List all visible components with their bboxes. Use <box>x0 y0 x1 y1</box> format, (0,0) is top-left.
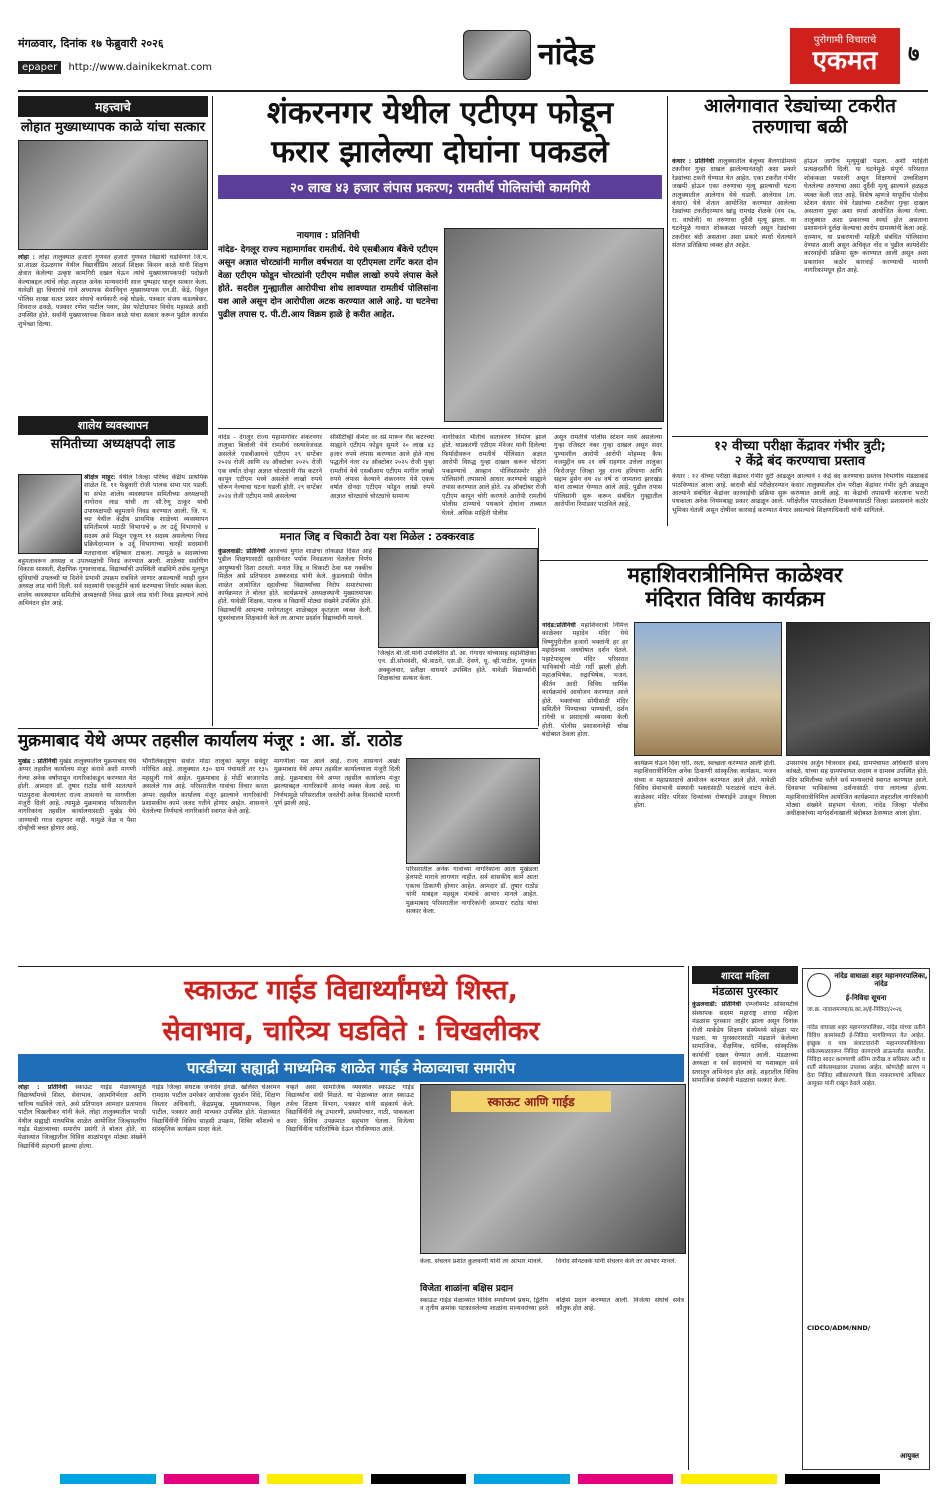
print-color-bar <box>60 1474 880 1484</box>
mukramabad-photo <box>406 758 540 864</box>
mukramabad-col3-extra <box>274 854 400 962</box>
scout-top-rule <box>18 966 684 967</box>
scout-photo-banner: स्काऊट आणि गाईड <box>451 1091 611 1112</box>
scout-sub-body: स्काऊट गाईड मेळाव्यात विविध स्पर्धांमध्ये प्रथम, द्वितीय व तृतीय क्रमांक पटकावलेल्या शाळांना मान्यवरांच्या हस्ते बक्षिसे प्रदान करण्यात आली. विजेत्या संघांचे सर्वत्र कौतुक होत आहे. <box>420 1297 684 1313</box>
lead-intro-box <box>218 228 438 424</box>
sharda-kicker: शारदा महिला <box>692 966 798 984</box>
scout-col1-wrap <box>18 1084 146 1468</box>
section-label: महत्त्वाचे <box>18 96 208 117</box>
thakkarwad-headline: मनात जिद्द व चिकाटी ठेवा यश मिळेल : ठक्करवाड <box>279 531 475 543</box>
lead-col4: असून रामतीर्थ पोलीस स्टेशन मध्ये असलेल्या गुन्हा रजिस्टर नंबर गुन्हा दाखल असून सदर पुण्याशील आरोपी आरोपी मोहम्मद कैफ नजमुद्दीन वय २१ वर्षे राहणार उत्तेला तालुका फिरोजपूर जिल्हा नूह राज्य हरियाणा आणि सद्दाम हुसेन वय २४ वर्ष रा जामतारा झारखंड यांना ताब्यात घेण्यात आले आहे. पुढील तपास पोलिसांनी सुरू करून संबंधित गुन्ह्यातील आरोपींना रिमांडवर पाठविले आहे. <box>554 434 662 509</box>
notice-emblem <box>807 973 831 997</box>
scout-col2: गाईड जिल्हा संघटक जनार्दन इंगळे. खलिस्त चेअरमन रामदास पाटील उमरेकर आयोजक सुदर्शन शिंदे, शिक्षण विस्तार अधिकारी, केंद्रप्रमुख, मुख्याध्यापक, विठ्ठल पाटील, पत्रकार आदी मान्यवर उपस्थित होते. मेळाव्यात विद्यार्थिनींनी विविध साहसी उपक्रम, शिबिर कौशल्ये व सांस्कृतिक कार्यक्रम सादर केले. <box>152 1084 280 1134</box>
lead-story <box>218 96 662 526</box>
mukramabad-col3: मागणीला यश आले आहे. राज्य शासनाने अखेर मुक्रमाबाद येथे अप्पर तहसील कार्यालयाला मंजुरी दिली आहे. मुक्रमाबाद येथे अप्पर तहसील कार्यालय मंजूर झाल्याबद्दल नागरिकांनी आनंद व्यक्त केला आहे. या निर्णयामुळे परिसरातील जनतेची अनेक दिवसांची मागणी पूर्ण झाली आहे. <box>274 758 400 808</box>
mahashivratri-dateline: नांदेड:प्रतिनिधी <box>542 622 576 629</box>
mukramabad-story <box>18 732 538 964</box>
notice-body: नांदेड वाघाळा शहर महानगरपालिका, नांदेड यांच्या वतीने विविध कामांसाठी ई-निविदा मागविण्यात येत आहेत. इच्छुक व पात्र कंत्राटदारांनी महानगरपालिकेच्या संकेतस्थळावरून निविदा कागदपत्रे डाऊनलोड करावीत. निविदा सादर करण्याची अंतिम तारीख व सविस्तर अटी व शर्ती संकेतस्थळावर उपलब्ध आहेत. कोणतेही कारण न देता निविदा स्वीकारण्याचे किंवा नाकारण्याचे अधिकार आयुक्त यांनी राखून ठेवले आहेत. <box>807 1025 925 1088</box>
story2-dateline: श्रीक्षेत्र माहूर: <box>84 474 116 481</box>
scout-col3: नव्हते असा सामाजिक व्यवस्थेत स्काऊट गाईड विद्यार्थ्यांना संधी मिळते. या मेळाव्यात आज स्काऊट तसेच शिक्षण विभाग, पत्रकार यांनी सहकार्य केले. विद्यार्थिनींनी तंबू उभारणी, प्रथमोपचार, गाठी, पाककला अशा विविध उपक्रमात सहभाग घेतला. विजेत्या विद्यार्थिनींना पारितोषिके देऊन गौरविण्यात आले. <box>286 1084 414 1134</box>
right-top-col1 <box>672 158 796 432</box>
edition-name: नांदेड <box>538 37 595 72</box>
story2-text: येथील जिल्हा परिषद केंद्रीय प्राथमिक शाळेत दि. ११ फेब्रुवारी रोजी पालक सभा पार पडली. या सभेत शालेय व्यवस्थापन समितीच्या अध्यक्षपदी नागोराव लाड यांची तर सौ.रेणू ठाकूर यांची उपाध्यक्षपदी बहुमताने निवड करण्यात आली. जि. प. च्या येथील केंद्रीय प्राथमिक शाळेच्या व्यवस्थापन समितीमध्ये मराठी विभागाचे ७ तर उर्दू विभागाचे ४ सदस्य असे मिळून एकूण ११ सदस्य असलेल्या निवड प्रक्रियेदरम्यान ७ उर्दू विभागाच्या चारही सदस्यांनी मतदानावर बहिष्कार टाकला. त्यामुळे ७ सदस्यांच्या बहुमतावरून अध्यक्ष व उपाध्यक्षांची निवड करण्यात आली. शाळेच्या सर्वांगीण विकास सास्वती, शैक्षणिक गुणवत्तावाढ, विद्यार्थ्यांची उपस्थिती वाढविणे तसेच मूलभूत सुविधांची उपलब्धी या दिशेने प्रभावी उपक्रम राबविले जाणार असल्याची ग्वाही नूतन अध्यक्ष लाड यांनी दिली. सर्व सदस्यांनी एकजुटीने कार्य करण्याचा निर्धार व्यक्त केला. शालेय व्यवस्थापन समितीचे अध्यक्षपदी निवड झाले लाड यांनी निवड झाल्याने त्यांचे अभिनंदन होत आहे. <box>18 474 208 608</box>
lead-byline: नायगाव : प्रतिनिधी <box>296 231 360 241</box>
story2-kicker: शालेय व्यवस्थापन <box>18 416 208 435</box>
lead-headline-1: शंकरनगर येथील एटीएम फोडून <box>266 95 614 131</box>
epaper-line <box>18 62 212 73</box>
brand-box <box>790 28 900 84</box>
right-top-rule <box>672 436 928 437</box>
mahashivratri-story <box>542 564 928 964</box>
notice-sign: आयुक्त <box>900 1452 919 1460</box>
lead-col2: सीसीटीव्ही कॅमेरा वर स्प्रे मारून गॅस कटरच्या साह्याने एटीएम फोडून सुमारे २० लाख ४३ हजार रुपये लंपास करण्यात आले होते याच पद्धतीने नंतर २४ ऑक्टोबर २०२५ रोजी पुन्हा रामतीर्थ येथे एसबीआय एटीएम मागील लाखो रुपये लंपास केल्याने शंकरनगर येथे एकच वर्षात दोनदा एटीएम फोडून लाखो रुपये आज्ञात चोरट्यांचे चोरट्यांचे सामान्य <box>330 434 434 500</box>
mukramabad-col1-text: मुखेड तालुक्यातील मुक्रमाबाद येथे अप्पर तहसील कार्यालय मंजूर करावे अशी मागणी गेल्या अनेक वर्षांपासून नागरिकांकडून करण्यात येत होती. आमदार डॉ. तुषार राठोड यांनी सातत्याने पाठपुरावा केल्यानंतर राज्य शासनाने या मागणीला मंजुरी दिली आहे. त्यामुळे मुक्रमाबाद परिसरातील नागरिकांना तहसील कार्यालयासाठी मुखेड येथे जाण्याची गरज राहणार नाही. यामुळे वेळ व पैसा दोन्हीची बचत होणार आहे. <box>18 758 136 833</box>
story2-title: समितीच्या अध्यक्षपदी लाड <box>50 436 176 452</box>
thakkarwad-story <box>218 532 536 726</box>
notice-ref: जा.क्र. नावाशमनपा/प्र.का.अ/ई-निविदा/२०२६ <box>807 1007 902 1014</box>
lead-col3: नागरिकांत भीतीचे वातावरण निर्माण झाले होते. याप्रकरणी एटीएम मॅनेजर यांनी दिलेल्या फिर्यादीवरून रामतीर्थ पोलिसात अज्ञात आरोपी विरुद्ध गुन्हा दाखल करून चोरांना पकडण्याचे आव्हान पोलिसांसमोर होते पोलिसांनी तपासाचे आधार करण्याचे साह्याने तपास करण्यात आले होते. २४ ऑक्टोबर रोजी एटीएम कापून चोरी करणारे आरोपी रामतीर्थ पोलीस ठाण्याचे पथकाने दोघांना ताब्यात घेतले. अधिक माहिती पोलीस <box>442 434 546 517</box>
sharda-title: मंडळास पुरस्कार <box>712 985 778 998</box>
mukramabad-col1 <box>18 758 136 962</box>
brand-tagline: पुरोगामी विचाराचे <box>813 35 877 46</box>
mahashivratri-headline-1: महाशिवरात्रीनिमित्त काळेश्वर <box>627 563 843 587</box>
page-number: ७ <box>908 42 920 67</box>
lead-mid-rule <box>218 428 662 429</box>
mahashivratri-col2: कार्यक्रम घेऊन दिवा घरी, रस्ता, स्वच्छता करण्यात आली होती. महाशिवरात्रीनिमित्त अनेक ठिकाणी सांस्कृतिक कार्यक्रम, भजन संध्या व महाप्रसादाचे आयोजन करण्यात आले होते. यावेळी विविध सेवाभावी संस्थांनी भक्तांसाठी फराळाचे वाटप केले. काळेश्वर मंदिर परिसर दिव्यांच्या रोषणाईने उजळून निघाला होता. <box>634 760 776 810</box>
scout-dateline: लोहा : प्रतिनिधी <box>18 1084 68 1091</box>
story1-body <box>18 254 208 412</box>
thakkarwad-text: आजच्या युगात शाळेचा तोकड्या दिसत आहे पुढील शिक्षणासाठी दहावीनंतर पर्याय निवडताना घेतलेला निर्णय आयुष्याची दिशा ठरवतो. मनात जिद्द व चिकाटी ठेवा यश नक्कीच मिळेल असे प्रतिपादन ठक्करवाड यांनी केले. कुंडलवाडी येथील शाळेत आयोजित दहावीच्या विद्यार्थ्यांच्या निरोप समारंभाच्या कार्यक्रमात ते बोलत होते. कार्यक्रमाचे अध्यक्षस्थानी मुख्याध्यापक होते. यावेळी शिक्षक, पालक व विद्यार्थी मोठ्या संख्येने उपस्थित होते. विद्यार्थ्यांनी आपल्या मनोगतातून शाळेबद्दल कृतज्ञता व्यक्त केली. सूत्रसंचालन शिक्षकांनी केले तर आभार प्रदर्शन विद्यार्थ्यांनी मानले. <box>218 548 372 623</box>
right-top-col1-wrap <box>672 158 796 432</box>
mahashivratri-col1-text: महाशिवरात्री निमित्त काळेश्वर महादेव मंदिर येथे विष्णुपुरीतील हजारो भक्तांनी हर हर महादेवच्या जयघोषात दर्शन घेतले. पहाटेपासूनच मंदिर परिसरात भाविकांची मोठी गर्दी झाली होती. महाअभिषेक, रुद्राभिषेक, भजन, कीर्तन आदी विविध धार्मिक कार्यक्रमांचे आयोजन करण्यात आले होते. भक्तांच्या सोयीसाठी मंदिर समितीने पिण्याच्या पाण्याची, दर्शन रांगेची व प्रसादाची व्यवस्था केली होती. पोलीस प्रशासनानेही चोख बंदोबस्त ठेवला होता. <box>542 622 628 739</box>
masthead-rule <box>18 90 928 92</box>
right-top-story <box>672 96 928 436</box>
brand-name: एकमत <box>812 46 878 76</box>
right-mid-headline-1: १२ वीच्या परीक्षा केंद्रावर गंभीर त्रुटी; <box>714 439 886 454</box>
mukramabad-top-rule <box>18 728 538 729</box>
mukramabad-col4: परिसरातील अनेक गावांच्या नागरिकांना आता मुखेडला हेलपाटे मारावे लागणार नाहीत. सर्व शासकीय कामे आता एकाच ठिकाणी होणार आहेत. आमदार डॉ. तुषार राठोड यांनी याबद्दल महसूल मंत्र्यांचे आभार मानले आहेत. मुक्रमाबाद परिसरातील नागरिकांनी आमदार राठोड यांचा सत्कार केला. <box>406 866 538 916</box>
issue-date: मंगळवार, दिनांक १७ फेब्रुवारी २०२६ <box>18 37 164 50</box>
shivling-photo <box>786 622 930 756</box>
lead-photo-arrested <box>444 228 664 422</box>
mahashivratri-col1 <box>542 622 628 960</box>
thakkarwad-photo <box>378 548 538 648</box>
thakkarwad-text-wrap <box>218 548 372 724</box>
notice-org: नांदेड वाघाळा शहर महानगरपालिका, नांदेड <box>834 972 928 988</box>
lead-headline-2: फरार झालेल्या दोघांना पकडले <box>271 133 609 170</box>
sharda-body: एम्प्लॉयमेंट सोसायटीचे संस्थापक सदस्य महाराष्ट्र शारदा महिला मंडळास पुरस्कार जाहीर झाला असून दिनांक रोजी मार्कंडेय शिक्षण संस्थेमध्ये सोहळा पार पडला. या पुरस्कारासाठी मंडळाने केलेल्या सामाजिक, शैक्षणिक, धार्मिक, सांस्कृतिक कार्याची दखल घेण्यात आली. मंडळाच्या अध्यक्षा व सर्व सदस्यांचे या यशाबद्दल सर्व स्तरातून अभिनंदन होत आहे. शहरातील विविध सामाजिक संस्थांनी मंडळाचा सत्कार केला. <box>692 1001 798 1084</box>
right-top-dateline: कंधार : प्रतिनिधी <box>672 158 715 165</box>
mukramabad-col1-wrap <box>18 758 136 962</box>
scout-col3-extra <box>286 1250 414 1468</box>
story1-dateline: लोहा : <box>18 253 36 261</box>
mid-vertical-divider <box>538 528 539 726</box>
right-mid-rule <box>540 560 928 561</box>
scout-sub-head: विजेता शाळांना बक्षिस प्रदान <box>420 1284 514 1294</box>
sharda-dateline: कुंडलवाडी: प्रतिनिधी <box>692 1001 742 1009</box>
story2-body <box>18 474 208 726</box>
mukramabad-col2: भौगोलिकदृष्ट्या सर्वात मोठा तालुका म्हणून सर्वदूर परिचित आहे. तालुक्यात १३० ग्राम पंचायती तर १३५ महसुली गावे आहेत. मुक्रमाबाद हे मोठी बाजारपेठ असलेले गाव आहे. परिसरातील गावांचा विचार करता अप्पर तहसील कार्यालय मंजूर झाल्याने नागरिकांची प्रशासकीय कामे जलद गतीने होणार आहेत. शासनाने घेतलेल्या निर्णयाचे नागरिकांनी स्वागत केले आहे. <box>142 758 268 816</box>
masthead-logo-image <box>463 30 531 80</box>
scout-headline-1: स्काऊट गाईड विद्यार्थ्यांमध्ये शिस्त, <box>184 975 518 1006</box>
lead-strap: २० लाख ४३ हजार लंपास प्रकरण; रामतीर्थ पोलिसांची कामगिरी <box>218 175 662 199</box>
website-link[interactable]: http://www.dainikekmat.com <box>68 62 212 73</box>
story1-photo <box>18 140 208 250</box>
mukramabad-dateline: मुखेड : प्रतिनिधी <box>18 758 58 765</box>
notice-code: CIDCO/ADM/NND/ <box>807 1324 871 1333</box>
scout-right-divider <box>688 966 689 1470</box>
mahashivratri-headline-2: मंदिरात विविध कार्यक्रम <box>645 586 825 611</box>
scout-headline-2: सेवाभाव, चारित्र्य घडविते : चिखलीकर <box>162 1016 540 1047</box>
scout-story <box>18 970 684 1470</box>
right-top-headline: आलेगावात रेड्यांच्या टकरीत तरुणाचा बळी <box>704 95 896 139</box>
thakkarwad-caption: जिल्हेत बी.जी.यांनी उपस्थितीत डॉ. आ. गंगाधर यांच्यासह सहशिक्षिका एन. डी.सोमवंशी, श्री.वाठगे, एस.डी. देवणे, यू. व्ही.पाटील, गुणवंत अक्कुलवार, प्रतीक्षा वाघमारे उपस्थित होते. यावेळी विद्यार्थ्यांनी शिक्षकांचा सत्कार केला. <box>378 650 536 683</box>
mid-story-top-rule <box>218 528 536 529</box>
mukramabad-headline: मुक्रमाबाद येथे अप्पर तहसील कार्यालय मंजूर : आ. डॉ. राठोड <box>18 731 403 751</box>
sharda-story <box>692 966 798 1470</box>
municipal-notice <box>802 968 930 1470</box>
right-mid-headline-2: २ केंद्रे बंद करण्याचा प्रस्ताव <box>734 453 866 469</box>
scout-strap: पारडीच्या सह्याद्री माध्यमिक शाळेत गाईड मेळाव्याचा समारोप <box>18 1054 684 1082</box>
thakkarwad-body <box>218 548 372 724</box>
thakkarwad-dateline: कुंडलवाडी: प्रतिनिधी <box>218 548 266 555</box>
scout-col4: केला. संचलन प्रशांत कुलकर्णी यांनी तर आभार मानले. <box>420 1258 543 1265</box>
story1-text: लोहा तालुक्यात हजारो गुणवंत हजारो गुणवंत विद्यार्थी घडविणारे जि.प. प्रा.शाळा देऊळगाव येथील विद्यार्थीप्रिय आदर्श शिक्षक किसन काळे यांनी शिक्षण क्षेत्रात केलेल्या उत्कृष्ट कामगिरी दखल घेऊन त्यांचे मुख्याध्यापकपदी पदोन्नती केल्याबद्दल त्यांचे लोहा शहरात अनेक मान्यवरांनी शाल पुष्पहार घालून सत्कार केला. यावेळी ह्या विचारांचे गावे अध्यापक सेवानिवृत्त मुख्याध्यापक एन.डी. केंद्रे, विठ्ठल पोलिस शाखा सतत प्रसार संघाचे कार्यकारी नव्हे घोडके, पत्रकार संजय कडलबेकर, शिवराज ढवळे, पत्रकार रणेश पाटील पवार, प्रेस फोटोग्राफर विनोद महाबळे आदी उपस्थित होते. सर्वांनी मुख्याध्यापक किसन काळे यांचा सत्कार करून पुढील कार्यास शुभेच्छा दिल्या. <box>18 253 208 328</box>
scout-col5: विनोद सोनटक्के यांनी संचलन केले तर आभार मानले. <box>556 1258 677 1265</box>
lead-intro: नांदेड- देगलूर राज्य महामार्गावर रामतीर्थ. येथे एसबीआय बँकेचे एटीएम असून अज्ञात चोरट्यांनी मागील वर्षभरात या एटीएमला टार्गेट करत दोन वेळा एटीएम फोडून चोरट्यांनी एटीएम मधील लाखो रुपये लंपास केले होते. सदरील गुन्ह्यातील आरोपीचा शोध लावण्यात रामतीर्थ पोलिसांना यश आले असून दोन आरोपीला अटक करण्यात आले आहे. या घटनेचा पुढील तपास ए. पी.टी.आय विक्रम हाळे हे करीत आहेत. <box>218 245 438 320</box>
mahashivratri-col3: उपसरपंच अर्जुन चित्ररवार हंबर्डे, ग्रामपंचायत अधिकारी संजय कांबळे, यांच्या सह ग्रामपंचायत सदस्य व ग्रामस्थ उपस्थित होते. मंदिर समितीच्या वतीने सर्व मान्यवरांचे स्वागत करण्यात आले. दिवसभर भाविकांच्या दर्शनासाठी रांगा लागल्या होत्या. महाशिवरात्रीनिमित्त आयोजित कार्यक्रमात शहरातील नागरिकांनी मोठ्या संख्येने सहभाग घेतला. नांदेड जिल्हा पोलीस अधीक्षकांच्या मार्गदर्शनाखाली बंदोबस्त ठेवण्यात आला होता. <box>786 760 928 818</box>
masthead <box>18 28 928 88</box>
scout-photo <box>420 1084 686 1254</box>
story1-title: लोहात मुख्याध्यापक काळे यांचा सत्कार <box>20 120 206 135</box>
sharda-body-wrap <box>692 1001 798 1471</box>
right-mid-story <box>672 440 928 558</box>
left-column-divider <box>212 96 213 726</box>
scout-col1 <box>18 1084 146 1468</box>
notice-sub: ई-निविदा सूचना <box>845 993 887 1002</box>
scout-col1-text: स्काऊट गाईड मेळाव्यामुळे विद्यार्थ्यांमध्ये शिस्त, सेवाभाव, आत्मनिर्भरता आणि चारित्र्य घडविले जाते, असे प्रतिपादन आमदार प्रतापराव पाटील चिखलीकर यांनी केले. लोहा तालुक्यातील पारडी येथील सह्याद्री माध्यमिक शाळेत आयोजित जिल्हास्तरीय गाईड मेळाव्याच्या समारोप प्रसंगी ते बोलत होते. या मेळाव्यात जिल्ह्यातील विविध शाळांमधून मोठ्या संख्येने विद्यार्थिनी सहभागी झाल्या होत्या. <box>18 1084 146 1150</box>
right-top-col1-text: तालुक्यातील बेलूच्या बैलगाडीमध्ये टकरीवर गुन्हा दाखल झालेल्यानंतरही अशा प्रकारे रेड्यांच्या टकरी घेण्यात येत आहेत. एका टकरीत गंभीर जखमी होऊन एका तरुणाचा मृत्यू झाल्याची घटना तालुक्यातील आलेगाव येथे घडली. आलेगाव (ता. कंधार) येथे शेतात आयोजित करण्यात आलेल्या रेड्यांच्या टकरीदरम्यान खांडू रामचंद्र शेळके (वय २७, रा. वाघोली) या तरुणाचा दुर्दैवी मृत्यू झाला. या घटनेमुळे गावात शोककळा पसरली असून रेड्यांच्या टकरीवर बंदी असताना अशा प्रकारे स्पर्धा घेतल्याने संतप्त प्रतिक्रिया व्यक्त होत आहेत. <box>672 158 796 250</box>
mahashivratri-col1-wrap <box>542 622 628 960</box>
epaper-label: epaper <box>18 61 61 74</box>
lead-divider <box>667 96 668 526</box>
lead-col1: नांदेड - देगलूर राज्य महामार्गावर शंकरनगर तालुका बिलोली येथे रामतीर्थ रस्त्यावेजवळ असलेले एसबीआयचे एटीएम २९ सप्टेंबर २०२४ रोजी आणि २४ ऑक्टोबर २०२५ रोजी एक वर्षात दोन्हा अज्ञात चोरट्यांनी गॅस कटरने कापून एटीएम मध्ये असलेले लाखो रुपये चोरून नेल्याचा घटना घडली होती. २९ सप्टेंबर २०२४ रोजी एटीएम मध्ये असलेल्या <box>218 434 322 500</box>
scout-sub-wrap <box>420 1284 684 1468</box>
temple-photo <box>634 622 782 756</box>
left-column <box>18 96 208 726</box>
right-top-col2: होऊन जागीच मृत्युमुखी पडला. अशी माहिती प्रत्यक्षदर्शींनी दिली. या घटनेमुळे संपूर्ण परिसरात शोककळा पसरली असून शिक्षणाचे उच्चशिक्षण घेतलेल्या तरुणाचा असा दुर्दैवी मृत्यू झाल्याने हळहळ व्यक्त केली जात आहे. विशेष म्हणजे यापूर्वीच पोलीस स्टेशन कंधार येथे रेड्यांच्या टकरीवर गुन्हा दाखल असताना पुन्हा अशा स्पर्धा आयोजित केल्या गेल्या. तालुक्यात अशा प्रकारच्या स्पर्धा होत असताना प्रशासनाने दुर्लक्ष केल्याचा आरोप ग्रामस्थांनी केला आहे. दरम्यान, या प्रकरणाची माहिती संबंधित पोलिसांना देण्यात आली असून अधिकृत नोंद व पुढील कायदेशीर कारवाईची प्रक्रिया सुरू करण्यात आली असून अशा प्रकारांवर कठोर कारवाई करण्याची मागणी नागरिकांमधून होत आहे. <box>804 158 928 275</box>
right-mid-body: कंधार : १२ वीच्या परीक्षा केंद्रावर गंभीर त्रुटी आढळून आल्याने २ केंद्रे बंद करण्याचा प्रस्ताव विभागीय मंडळाकडे पाठविण्यात आला आहे. बारावी बोर्ड परीक्षेदरम्यान कंधार तालुक्यातील दोन परीक्षा केंद्रांवर गंभीर त्रुटी आढळून आल्याने संबंधित केंद्रांवर कारवाईची प्रक्रिया सुरू करण्यात आली आहे. या केंद्रांची तपासणी करताना भरारी पथकाला अनेक नियमबाह्य प्रकार आढळून आले. परीक्षेतील पारदर्शकता टिकवण्यासाठी जिल्हा प्रशासनाने कठोर भूमिका घेतली असून दोषींवर कारवाई करण्यात येणार असल्याचे शिक्षणाधिकारी यांनी सांगितले. <box>672 473 928 514</box>
